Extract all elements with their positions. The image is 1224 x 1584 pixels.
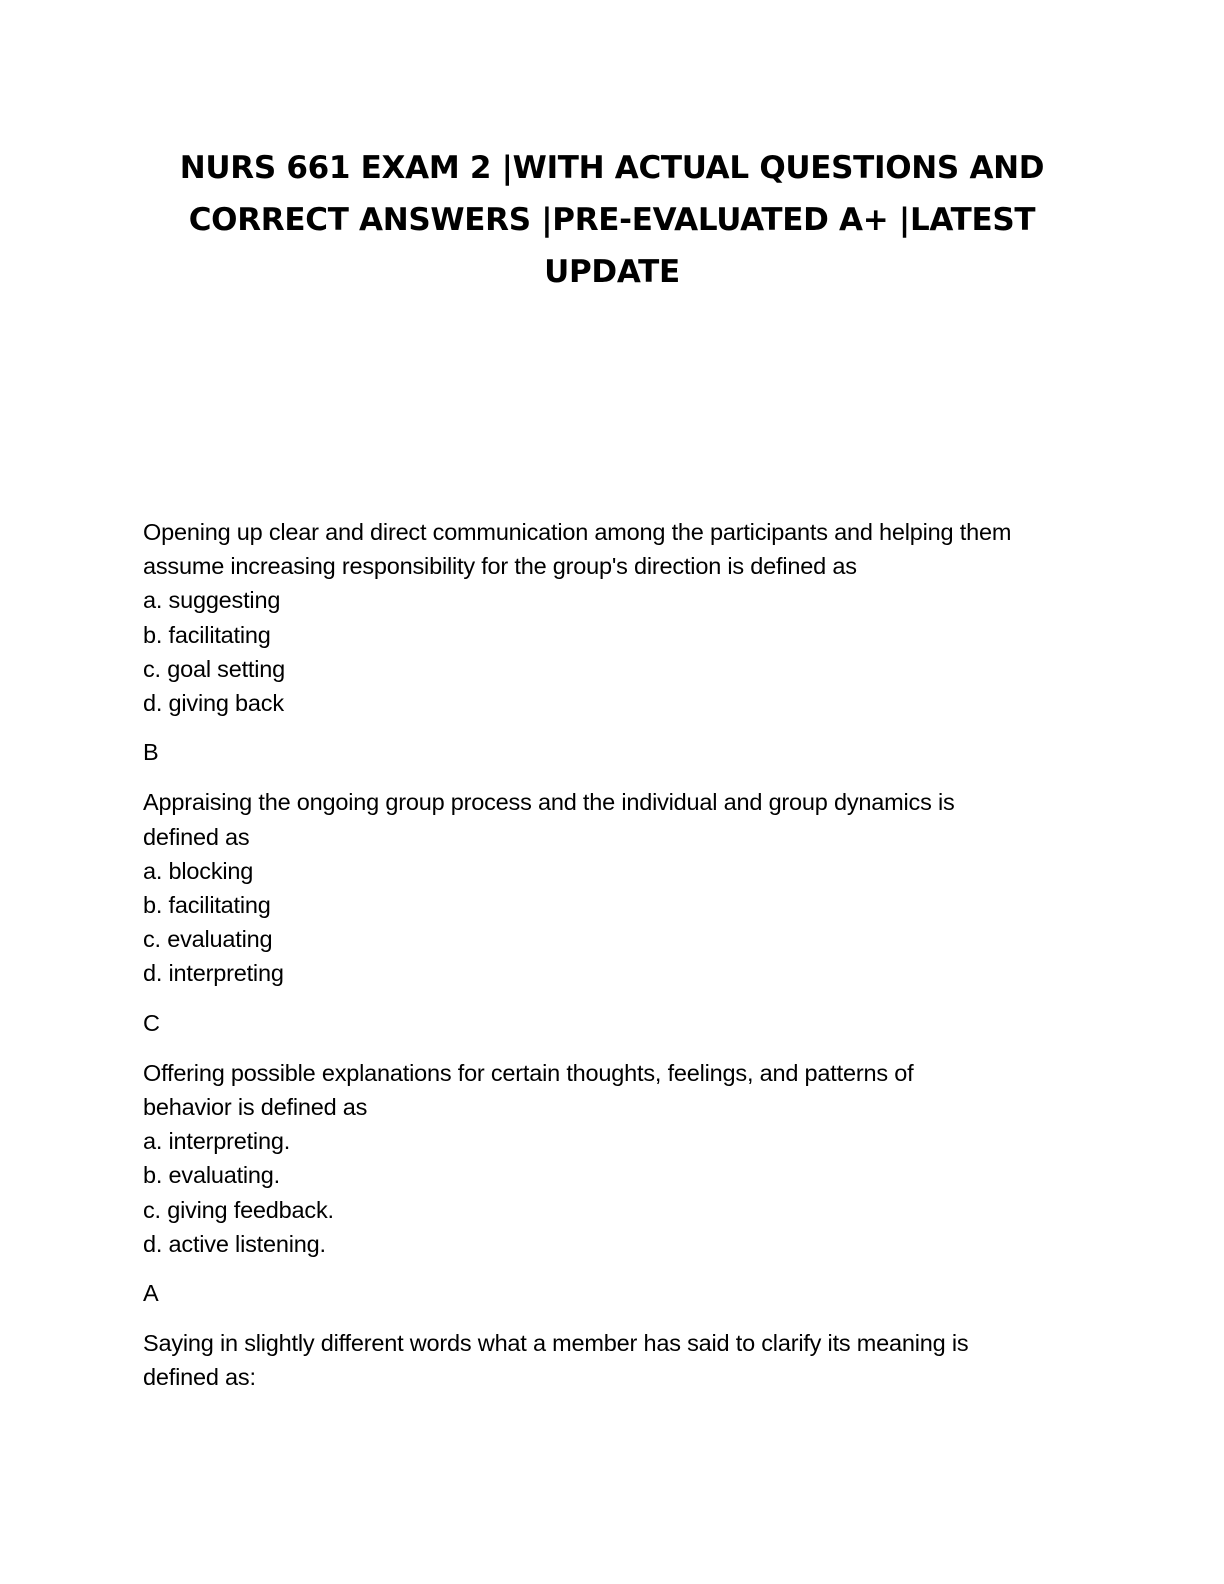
- question-text: defined as: [143, 823, 250, 850]
- correct-answer: B: [143, 739, 159, 766]
- question-2: [143, 785, 1103, 1039]
- answer-option: c. giving feedback.: [143, 1196, 334, 1223]
- question-text: Offering possible explanations for certain thoughts, feelings, and patterns of: [143, 1059, 914, 1086]
- question-text: assume increasing responsibility for the group's direction is defined as: [143, 553, 857, 580]
- correct-answer: C: [143, 1009, 160, 1036]
- correct-answer: A: [143, 1280, 159, 1307]
- question-3: [143, 1056, 1103, 1310]
- question-text: Saying in slightly different words what a member has said to clarify its meaning is: [143, 1330, 969, 1357]
- question-text: defined as:: [143, 1364, 256, 1391]
- answer-option: a. interpreting.: [143, 1128, 291, 1155]
- question-4: [143, 1326, 1103, 1394]
- question-list: [143, 515, 1103, 1395]
- answer-option: b. evaluating.: [143, 1162, 280, 1189]
- question-text: Opening up clear and direct communication among the participants and helping them: [143, 519, 1012, 545]
- answer-option: b. facilitating: [143, 621, 271, 648]
- title-line: NURS 661 EXAM 2 |WITH ACTUAL QUESTIONS AND: [179, 150, 1045, 186]
- title-line: UPDATE: [544, 254, 680, 290]
- answer-option: a. suggesting: [143, 587, 281, 614]
- document-title: [150, 142, 1074, 298]
- answer-option: d. active listening.: [143, 1230, 326, 1257]
- question-text: Appraising the ongoing group process and the individual and group dynamics is: [143, 789, 955, 816]
- answer-option: c. goal setting: [143, 655, 286, 682]
- answer-option: b. facilitating: [143, 892, 271, 919]
- answer-option: a. blocking: [143, 857, 254, 884]
- question-1: [143, 515, 1103, 769]
- answer-option: d. interpreting: [143, 960, 284, 987]
- title-line: CORRECT ANSWERS |PRE-EVALUATED A+ |LATEST: [188, 202, 1036, 238]
- answer-option: c. evaluating: [143, 926, 273, 953]
- question-text: behavior is defined as: [143, 1094, 368, 1121]
- answer-option: d. giving back: [143, 690, 284, 717]
